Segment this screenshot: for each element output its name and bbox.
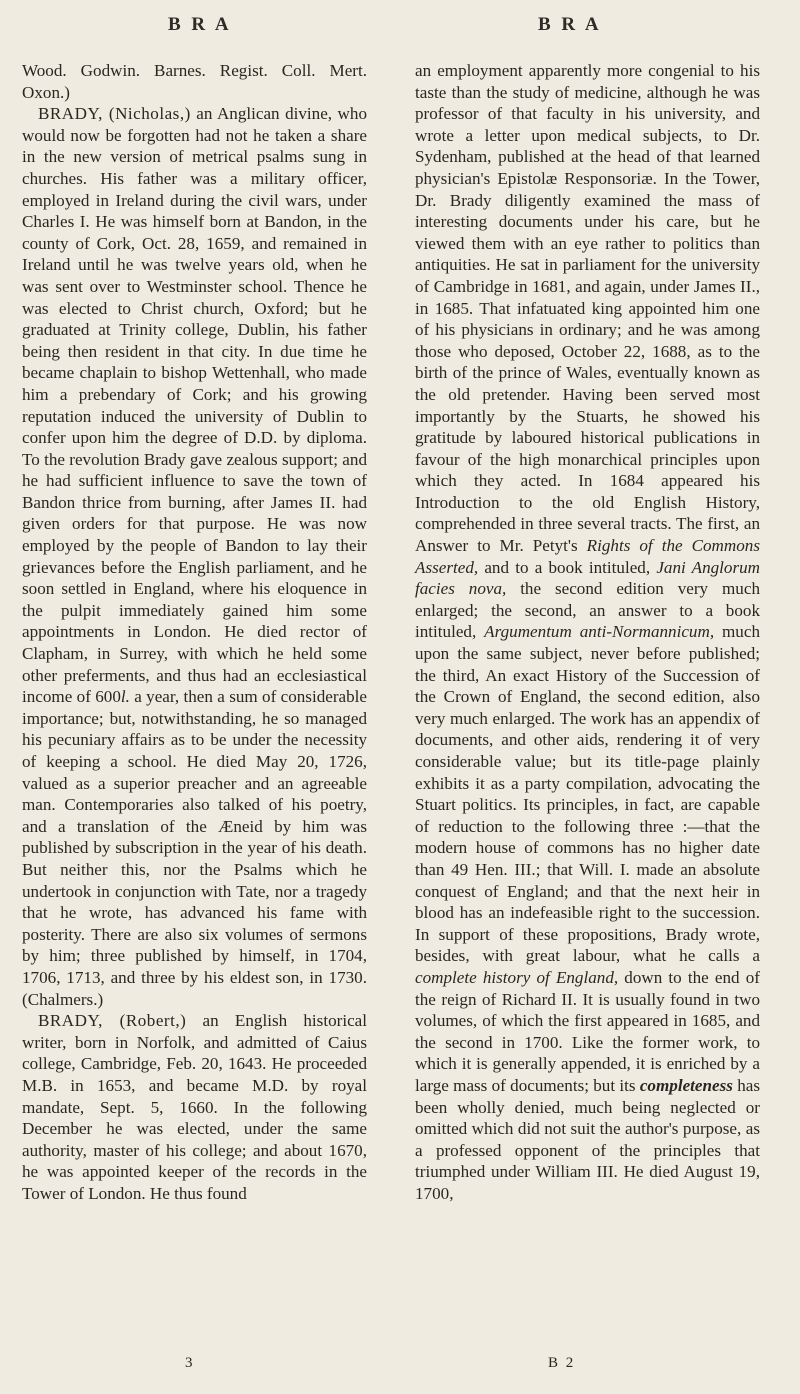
page-number: 3	[185, 1355, 195, 1371]
text-run: down to the end of the reign of Richard II. It is usually found in two volumes, of which the first appeared in 1685, and the second in 1700. Like the former work, to which it is generally appended, it is enriched by a large mass of documents; but its	[415, 967, 760, 1095]
book-title: complete history of England,	[415, 967, 619, 987]
entry-heading: BRADY, (Robert,)	[38, 1011, 187, 1031]
text-run: and to a book intituled,	[478, 557, 657, 577]
entry-robert-brady	[22, 1010, 367, 1204]
entry-robert-brady-continued	[415, 60, 760, 1204]
book-title: Argumentum anti-Normannicum,	[484, 622, 715, 642]
book-title: Rights of the Commons Asserted,	[415, 536, 760, 577]
text-run: has been wholly denied, much being neglected or omitted which did not suit the author's purpose, as a professed opponent of the principles that triumphed under William III. He died August 19, 1700,	[415, 1075, 760, 1203]
running-head-left: B R A	[168, 14, 232, 35]
emphasis: completeness	[639, 1075, 733, 1095]
text-run: the second edition very much enlarged; the second, an answer to a book intituled,	[415, 579, 760, 642]
text-run: much upon the same subject, never before published; the third, An exact History of the Succession of the Crown of England, the second edition, also very much enlarged. The work has an appendix of documents, and other aids, rendering it of very considerable value; but its title-page plainly exhibits it as a party compilation, advocating the Stuart politics. Its principles, in fact, are capable of reduction to the following three :—that the modern house of commons has no higher date than 49 Hen. III.; that Will. I. made an absolute conquest of England; and that the next heir in blood has an indefeasible right to the succession. In support of these propositions, Brady wrote, besides, with great labour, what he calls a	[415, 622, 760, 966]
pound-symbol: l.	[120, 687, 130, 707]
entry-text-cont: a year, then a sum of considerable importance; but, notwithstanding, he so managed his pecuniary affairs as to be under the necessity of keeping a school. He died May 20, 1726, valued as a superior preacher and an agreeable man. Contemporaries also talked of his poetry, and a translation of the Æneid by him was published by subscription in the year of his death. But neither this, nor the Psalms which he undertook in conjunction with Tate, nor a tragedy that he wrote, has advanced his fame with posterity. There are also six volumes of sermons by him; three published by himself, in 1704, 1706, 1713, and three by his eldest son, in 1730. (Chalmers.)	[22, 687, 367, 1009]
right-column	[415, 60, 760, 1204]
running-head-right: B R A	[538, 14, 602, 35]
signature-mark: B 2	[548, 1355, 576, 1371]
left-column	[22, 60, 367, 1204]
text-run: an employment apparently more congenial to his taste than the study of medicine, although he was professor of that faculty in his university, and wrote a letter upon medical subjects, to Dr. Sydenham, published at the head of that learned physician's Epistolæ Responsoriæ. In the Tower, Dr. Brady diligently examined the mass of interesting documents under his care, but he viewed them with an eye rather to politics than antiquities. He sat in parliament for the university of Cambridge in 1681, and again, under James II., in 1685. That infatuated king appointed him one of his physicians in ordinary; and he was among those who deposed, October 22, 1688, as to the birth of the prince of Wales, eventually known as the old pretender. Having been served most importantly by the Stuarts, he showed his gratitude by laboured historical publications in favour of the high monarchical principles upon which they acted. In 1684 appeared his Introduction to the old English History, comprehended in three several tracts. The first, an Answer to Mr. Petyt's	[415, 61, 760, 556]
book-title: Jani Anglorum facies nova,	[415, 557, 760, 599]
entry-heading: BRADY, (Nicholas,)	[38, 104, 191, 124]
continued-citation: Wood. Godwin. Barnes. Regist. Coll. Mert. Oxon.)	[22, 61, 367, 102]
entry-nicholas-brady	[22, 103, 367, 1010]
entry-text: an English historical writer, born in Norfolk, and admitted of Caius college, Cambridge, Feb. 20, 1643. He proceeded M.B. in 1653, and became M.D. by royal mandate, Sept. 5, 1660. In the following December he was elected, under the same authority, master of his college; and about 1670, he was appointed keeper of the records in the Tower of London. He thus found	[22, 1011, 367, 1203]
entry-text: an Anglican divine, who would now be forgotten had not he taken a share in the new version of metrical psalms sung in churches. His father was a military officer, employed in Ireland during the civil wars, under Charles I. He was himself born at Bandon, in the county of Cork, Oct. 28, 1659, and remained in Ireland until he was twelve years old, when he was sent over to Westminster school. Thence he was elected to Christ church, Oxford; but he graduated at Trinity college, Dublin, his father being then resident in that city. In due time he became chaplain to bishop Wettenhall, who made him a prebendary of Cork; and his growing reputation induced the university of Dublin to confer upon him the degree of D.D. by diploma. To the revolution Brady gave zealous support; and he had sufficient influence to save the town of Bandon thrice from burning, after James II. had given orders for that purpose. He was now employed by the people of Bandon to lay their grievances before the English parliament, and he soon settled in England, where his eloquence in the pulpit immediately gained him some appointments in London. He died rector of Clapham, in Surrey, with which he held some other preferments, and thus had an ecclesiastical income of 600	[22, 104, 367, 707]
